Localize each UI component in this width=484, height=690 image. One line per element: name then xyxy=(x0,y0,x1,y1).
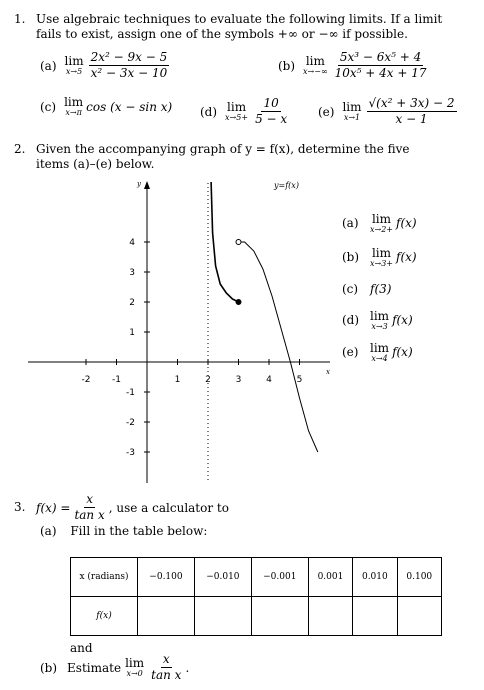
closed-point xyxy=(236,300,241,305)
and-text: and xyxy=(70,641,93,655)
y-tick-label: 4 xyxy=(129,238,135,248)
problem-3a-label: (a) xyxy=(40,524,57,538)
problem-2-line1: Given the accompanying graph of y = f(x), determine the five xyxy=(36,142,410,156)
problem-1-line2: fails to exist, assign one of the symbols +∞ or −∞ if possible. xyxy=(36,27,408,41)
table-cell-fx[interactable] xyxy=(138,597,195,636)
y-axis-arrow-icon xyxy=(144,181,150,189)
item-2a-label: (a) xyxy=(342,216,359,230)
item-2a-expression: f(x) xyxy=(396,216,417,230)
table-cell-x: 0.100 xyxy=(397,558,441,597)
table-header-x: x (radians) xyxy=(71,558,138,597)
item-2b-expression: f(x) xyxy=(396,250,417,264)
item-2d-label: (d) xyxy=(342,313,360,327)
item-2a xyxy=(342,206,417,240)
item-2c xyxy=(342,274,417,304)
y-tick-label: -2 xyxy=(126,418,135,428)
item-2c-expression: f(3) xyxy=(370,282,392,296)
x-tick-label: 3 xyxy=(235,375,242,385)
limit-1b-fraction: $\frac{\text{5x³ − 6x⁵ + 4}}{\text{10x⁵ + 4x + 17}}$ xyxy=(334,50,427,80)
table-cell-fx[interactable] xyxy=(308,597,352,636)
problem-2-items xyxy=(342,206,417,368)
problem-2-line2: items (a)–(e) below. xyxy=(36,157,155,171)
values-table xyxy=(70,557,442,636)
table-cell-x: −0.001 xyxy=(251,558,308,597)
table-cell-fx[interactable] xyxy=(397,597,441,636)
limit-1d-label: (d) xyxy=(200,104,218,119)
y-tick-label: 2 xyxy=(129,298,135,308)
problem-1-number: 1. xyxy=(14,12,26,26)
item-2e xyxy=(342,336,417,368)
table-cell-fx[interactable] xyxy=(251,597,308,636)
x-tick-label: 4 xyxy=(266,375,272,385)
table-cell-fx[interactable] xyxy=(353,597,397,636)
item-2c-label: (c) xyxy=(342,282,359,296)
limit-1e-fraction: $\frac{\text{√(x² + 3x) − 2}}{x - 1}$ xyxy=(368,96,455,126)
table-cell-x: 0.010 xyxy=(353,558,397,597)
item-2e-expression: f(x) xyxy=(392,345,413,359)
problem-3b-text: Estimate xyxy=(67,660,122,675)
series-line xyxy=(211,182,238,302)
series-line xyxy=(239,242,318,452)
item-2b-operator: lim x→3+ xyxy=(370,245,394,268)
limit-1a-label: (a) xyxy=(40,58,57,73)
item-2b xyxy=(342,240,417,274)
problem-3b-operator: lim x→0 xyxy=(125,656,145,678)
limit-1d-operator: lim x→5+ xyxy=(225,100,249,122)
problem-3-fraction: $\frac{x}{\text{tan x}}$ xyxy=(74,492,105,522)
table-row xyxy=(71,597,442,636)
graph-function-label: y=f(x) xyxy=(274,181,299,190)
y-axis-label: y xyxy=(137,180,141,188)
problem-3-number: 3. xyxy=(14,500,26,514)
item-2d xyxy=(342,304,417,336)
x-axis-label: x xyxy=(326,368,330,376)
limit-1a-fraction: $\frac{\text{2x² − 9x − 5}}{\text{x² − 3x − 10}}$ xyxy=(90,50,168,80)
y-tick-label: 1 xyxy=(129,328,135,338)
limit-1b-label: (b) xyxy=(278,58,296,73)
problem-3-statement xyxy=(36,492,229,523)
item-2e-label: (e) xyxy=(342,345,359,359)
problem-3b-fraction: $\frac{x}{\text{tan x}}$ xyxy=(151,652,182,682)
problem-3b-label: (b) xyxy=(40,660,58,675)
open-point xyxy=(236,240,241,245)
limit-1c-label: (c) xyxy=(40,99,57,114)
item-2b-label: (b) xyxy=(342,250,360,264)
problem-3b-end: . xyxy=(185,660,190,675)
problem-3b xyxy=(40,652,189,683)
problem-3a-text: Fill in the table below: xyxy=(70,524,208,538)
limit-1a-operator: lim x→5 xyxy=(64,54,84,76)
item-2e-operator: lim x→4 xyxy=(370,340,390,363)
item-2a-operator: lim x→2+ xyxy=(370,211,394,234)
table-cell-x: −0.010 xyxy=(194,558,251,597)
problem-3-after: , use a calculator to xyxy=(108,500,229,515)
x-tick-label: -2 xyxy=(81,375,91,385)
limit-1c-expression: cos (x − sin x) xyxy=(86,99,173,114)
limit-1e-operator: lim x→1 xyxy=(342,100,362,122)
problem-3-lhs: f(x) = xyxy=(36,500,71,515)
problem-1-line1: Use algebraic techniques to evaluate the following limits. If a limit xyxy=(36,12,443,26)
limit-1b-operator: lim x→−∞ xyxy=(303,54,328,76)
item-2d-expression: f(x) xyxy=(392,313,413,327)
x-tick-label: 1 xyxy=(174,375,181,385)
table-cell-x: −0.100 xyxy=(138,558,195,597)
table-cell-fx[interactable] xyxy=(194,597,251,636)
x-tick-label: 2 xyxy=(205,375,211,385)
y-tick-label: -1 xyxy=(126,388,135,398)
table-row xyxy=(71,558,442,597)
item-2d-operator: lim x→3 xyxy=(370,308,390,331)
limit-1c-operator: lim x→π xyxy=(64,95,84,117)
limit-1e-label: (e) xyxy=(318,104,335,119)
problem-3a xyxy=(40,524,207,539)
x-tick-label: -1 xyxy=(112,375,121,385)
table-cell-x: 0.001 xyxy=(308,558,352,597)
x-tick-label: 5 xyxy=(296,375,303,385)
table-header-fx: f(x) xyxy=(71,597,138,636)
y-tick-label: 3 xyxy=(129,268,135,278)
y-tick-label: -3 xyxy=(126,448,135,458)
problem-2-number: 2. xyxy=(14,142,26,156)
limit-1d-fraction: $\frac{10}{5 - x}$ xyxy=(255,96,288,126)
